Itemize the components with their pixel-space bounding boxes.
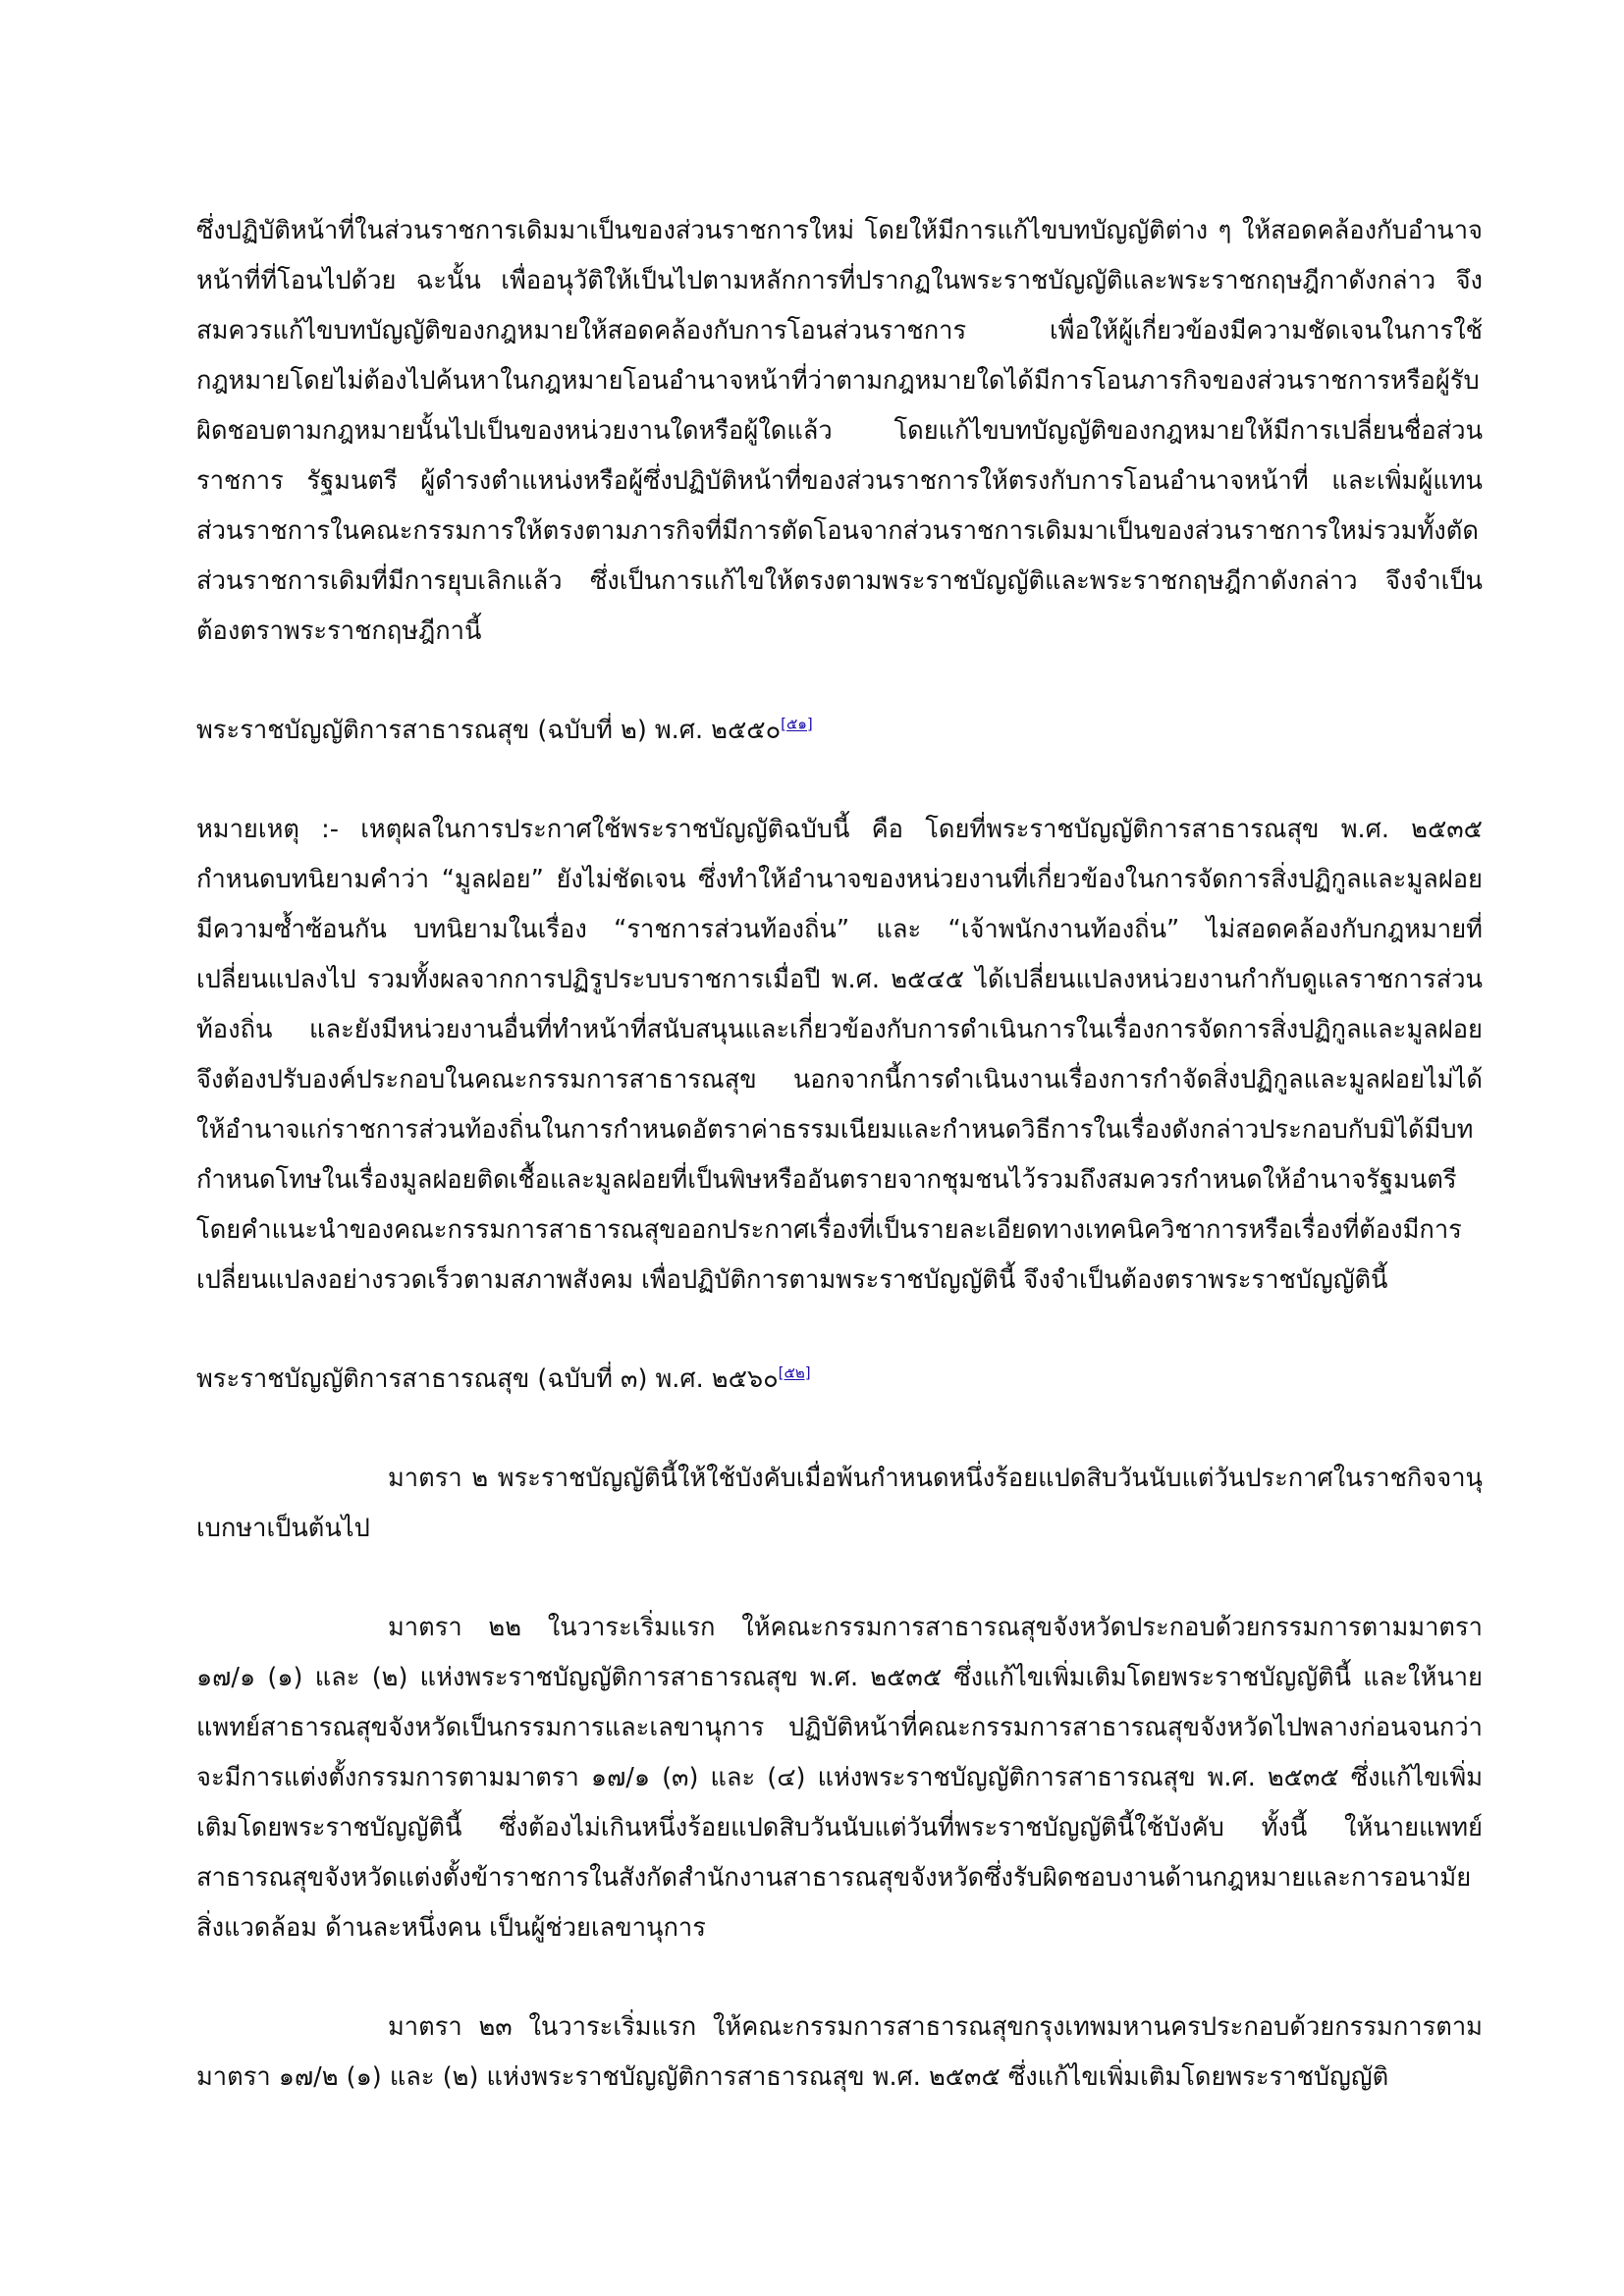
heading-act-no2-text: พระราชบัญญัติการสาธารณสุข (ฉบับที่ ๒) พ.ศ. ๒๕๕๐ <box>196 716 782 745</box>
footnote-link-51[interactable]: [๕๑] <box>781 715 813 733</box>
heading-act-no3 <box>196 1355 1483 1405</box>
footnote-link-52[interactable]: [๕๒] <box>778 1363 811 1382</box>
section-23: มาตรา ๒๓ ในวาระเริ่มแรก ให้คณะกรรมการสาธารณสุขกรุงเทพมหานครประกอบด้วยกรรมการตามมาตรา ๑๗/๒ (๑) และ (๒) แห่งพระราชบัญญัติการสาธารณสุข พ.ศ. ๒๕๓๕ ซึ่งแก้ไขเพิ่มเติมโดยพระราชบัญญัติ <box>196 2012 1483 2092</box>
heading-act-no2 <box>196 706 1483 756</box>
paragraph-reason-decree: ซึ่งปฏิบัติหน้าที่ในส่วนราชการเดิมมาเป็นของส่วนราชการใหม่ โดยให้มีการแก้ไขบทบัญญัติต่าง ๆ ให้สอดคล้องกับอำนาจหน้าที่ที่โอนไปด้วย ฉะนั้น เพื่ออนุวัติให้เป็นไปตามหลักการที่ปรากฏในพระราชบัญญัติและพระราชกฤษฎีกาดังกล่าว จึงสมควรแก้ไขบทบัญญัติของกฎหมายให้สอดคล้องกับการโอนส่วนราชการ เพื่อให้ผู้เกี่ยวข้องมีความชัดเจนในการใช้กฎหมายโดยไม่ต้องไปค้นหาในกฎหมายโอนอำนาจหน้าที่ว่าตามกฎหมายใดได้มีการโอนภารกิจของส่วนราชการหรือผู้รับผิดชอบตามกฎหมายนั้นไปเป็นของหน่วยงานใดหรือผู้ใดแล้ว โดยแก้ไขบทบัญญัติของกฎหมายให้มีการเปลี่ยนชื่อส่วนราชการ รัฐมนตรี ผู้ดำรงตำแหน่งหรือผู้ซึ่งปฏิบัติหน้าที่ของส่วนราชการให้ตรงกับการโอนอำนาจหน้าที่ และเพิ่มผู้แทนส่วนราชการในคณะกรรมการให้ตรงตามภารกิจที่มีการตัดโอนจากส่วนราชการเดิมมาเป็นของส่วนราชการใหม่รวมทั้งตัดส่วนราชการเดิมที่มีการยุบเลิกแล้ว ซึ่งเป็นการแก้ไขให้ตรงตามพระราชบัญญัติและพระราชกฤษฎีกาดังกล่าว จึงจำเป็นต้องตราพระราชกฤษฎีกานี้ <box>196 216 1483 646</box>
heading-act-no3-text: พระราชบัญญัติการสาธารณสุข (ฉบับที่ ๓) พ.ศ. ๒๕๖๐ <box>196 1364 779 1394</box>
paragraph-remark: หมายเหตุ :- เหตุผลในการประกาศใช้พระราชบัญญัติฉบับนี้ คือ โดยที่พระราชบัญญัติการสาธารณสุข พ.ศ. ๒๕๓๕ กำหนดบทนิยามคำว่า “มูลฝอย” ยังไม่ชัดเจน ซึ่งทำให้อำนาจของหน่วยงานที่เกี่ยวข้องในการจัดการสิ่งปฏิกูลและมูลฝอยมีความซ้ำซ้อนกัน บทนิยามในเรื่อง “ราชการส่วนท้องถิ่น” และ “เจ้าพนักงานท้องถิ่น” ไม่สอดคล้องกับกฎหมายที่เปลี่ยนแปลงไป รวมทั้งผลจากการปฏิรูประบบราชการเมื่อปี พ.ศ. ๒๕๔๕ ได้เปลี่ยนแปลงหน่วยงานกำกับดูแลราชการส่วนท้องถิ่น และยังมีหน่วยงานอื่นที่ทำหน้าที่สนับสนุนและเกี่ยวข้องกับการดำเนินการในเรื่องการจัดการสิ่งปฏิกูลและมูลฝอย จึงต้องปรับองค์ประกอบในคณะกรรมการสาธารณสุข นอกจากนี้การดำเนินงานเรื่องการกำจัดสิ่งปฏิกูลและมูลฝอยไม่ได้ให้อำนาจแก่ราชการส่วนท้องถิ่นในการกำหนดอัตราค่าธรรมเนียมและกำหนดวิธีการในเรื่องดังกล่าวประกอบกับมิได้มีบทกำหนดโทษในเรื่องมูลฝอยติดเชื้อและมูลฝอยที่เป็นพิษหรืออันตรายจากชุมชนไว้รวมถึงสมควรกำหนดให้อำนาจรัฐมนตรีโดยคำแนะนำของคณะกรรมการสาธารณสุขออกประกาศเรื่องที่เป็นรายละเอียดทางเทคนิควิชาการหรือเรื่องที่ต้องมีการเปลี่ยนแปลงอย่างรวดเร็วตามสภาพสังคม เพื่อปฏิบัติการตามพระราชบัญญัตินี้ จึงจำเป็นต้องตราพระราชบัญญัตินี้ <box>196 815 1483 1295</box>
section-22: มาตรา ๒๒ ในวาระเริ่มแรก ให้คณะกรรมการสาธารณสุขจังหวัดประกอบด้วยกรรมการตามมาตรา ๑๗/๑ (๑) และ (๒) แห่งพระราชบัญญัติการสาธารณสุข พ.ศ. ๒๕๓๕ ซึ่งแก้ไขเพิ่มเติมโดยพระราชบัญญัตินี้ และให้นายแพทย์สาธารณสุขจังหวัดเป็นกรรมการและเลขานุการ ปฏิบัติหน้าที่คณะกรรมการสาธารณสุขจังหวัดไปพลางก่อนจนกว่าจะมีการแต่งตั้งกรรมการตามมาตรา ๑๗/๑ (๓) และ (๔) แห่งพระราชบัญญัติการสาธารณสุข พ.ศ. ๒๕๓๕ ซึ่งแก้ไขเพิ่มเติมโดยพระราชบัญญัตินี้ ซึ่งต้องไม่เกินหนึ่งร้อยแปดสิบวันนับแต่วันที่พระราชบัญญัตินี้ใช้บังคับ ทั้งนี้ ให้นายแพทย์สาธารณสุขจังหวัดแต่งตั้งข้าราชการในสังกัดสำนักงานสาธารณสุขจังหวัดซึ่งรับผิดชอบงานด้านกฎหมายและการอนามัยสิ่งแวดล้อม ด้านละหนึ่งคน เป็นผู้ช่วยเลขานุการ <box>196 1613 1483 1943</box>
section-2: มาตรา ๒ พระราชบัญญัตินี้ให้ใช้บังคับเมื่อพ้นกำหนดหนึ่งร้อยแปดสิบวันนับแต่วันประกาศในราชกิจจานุเบกษาเป็นต้นไป <box>196 1464 1483 1543</box>
document-page <box>196 206 1483 2103</box>
